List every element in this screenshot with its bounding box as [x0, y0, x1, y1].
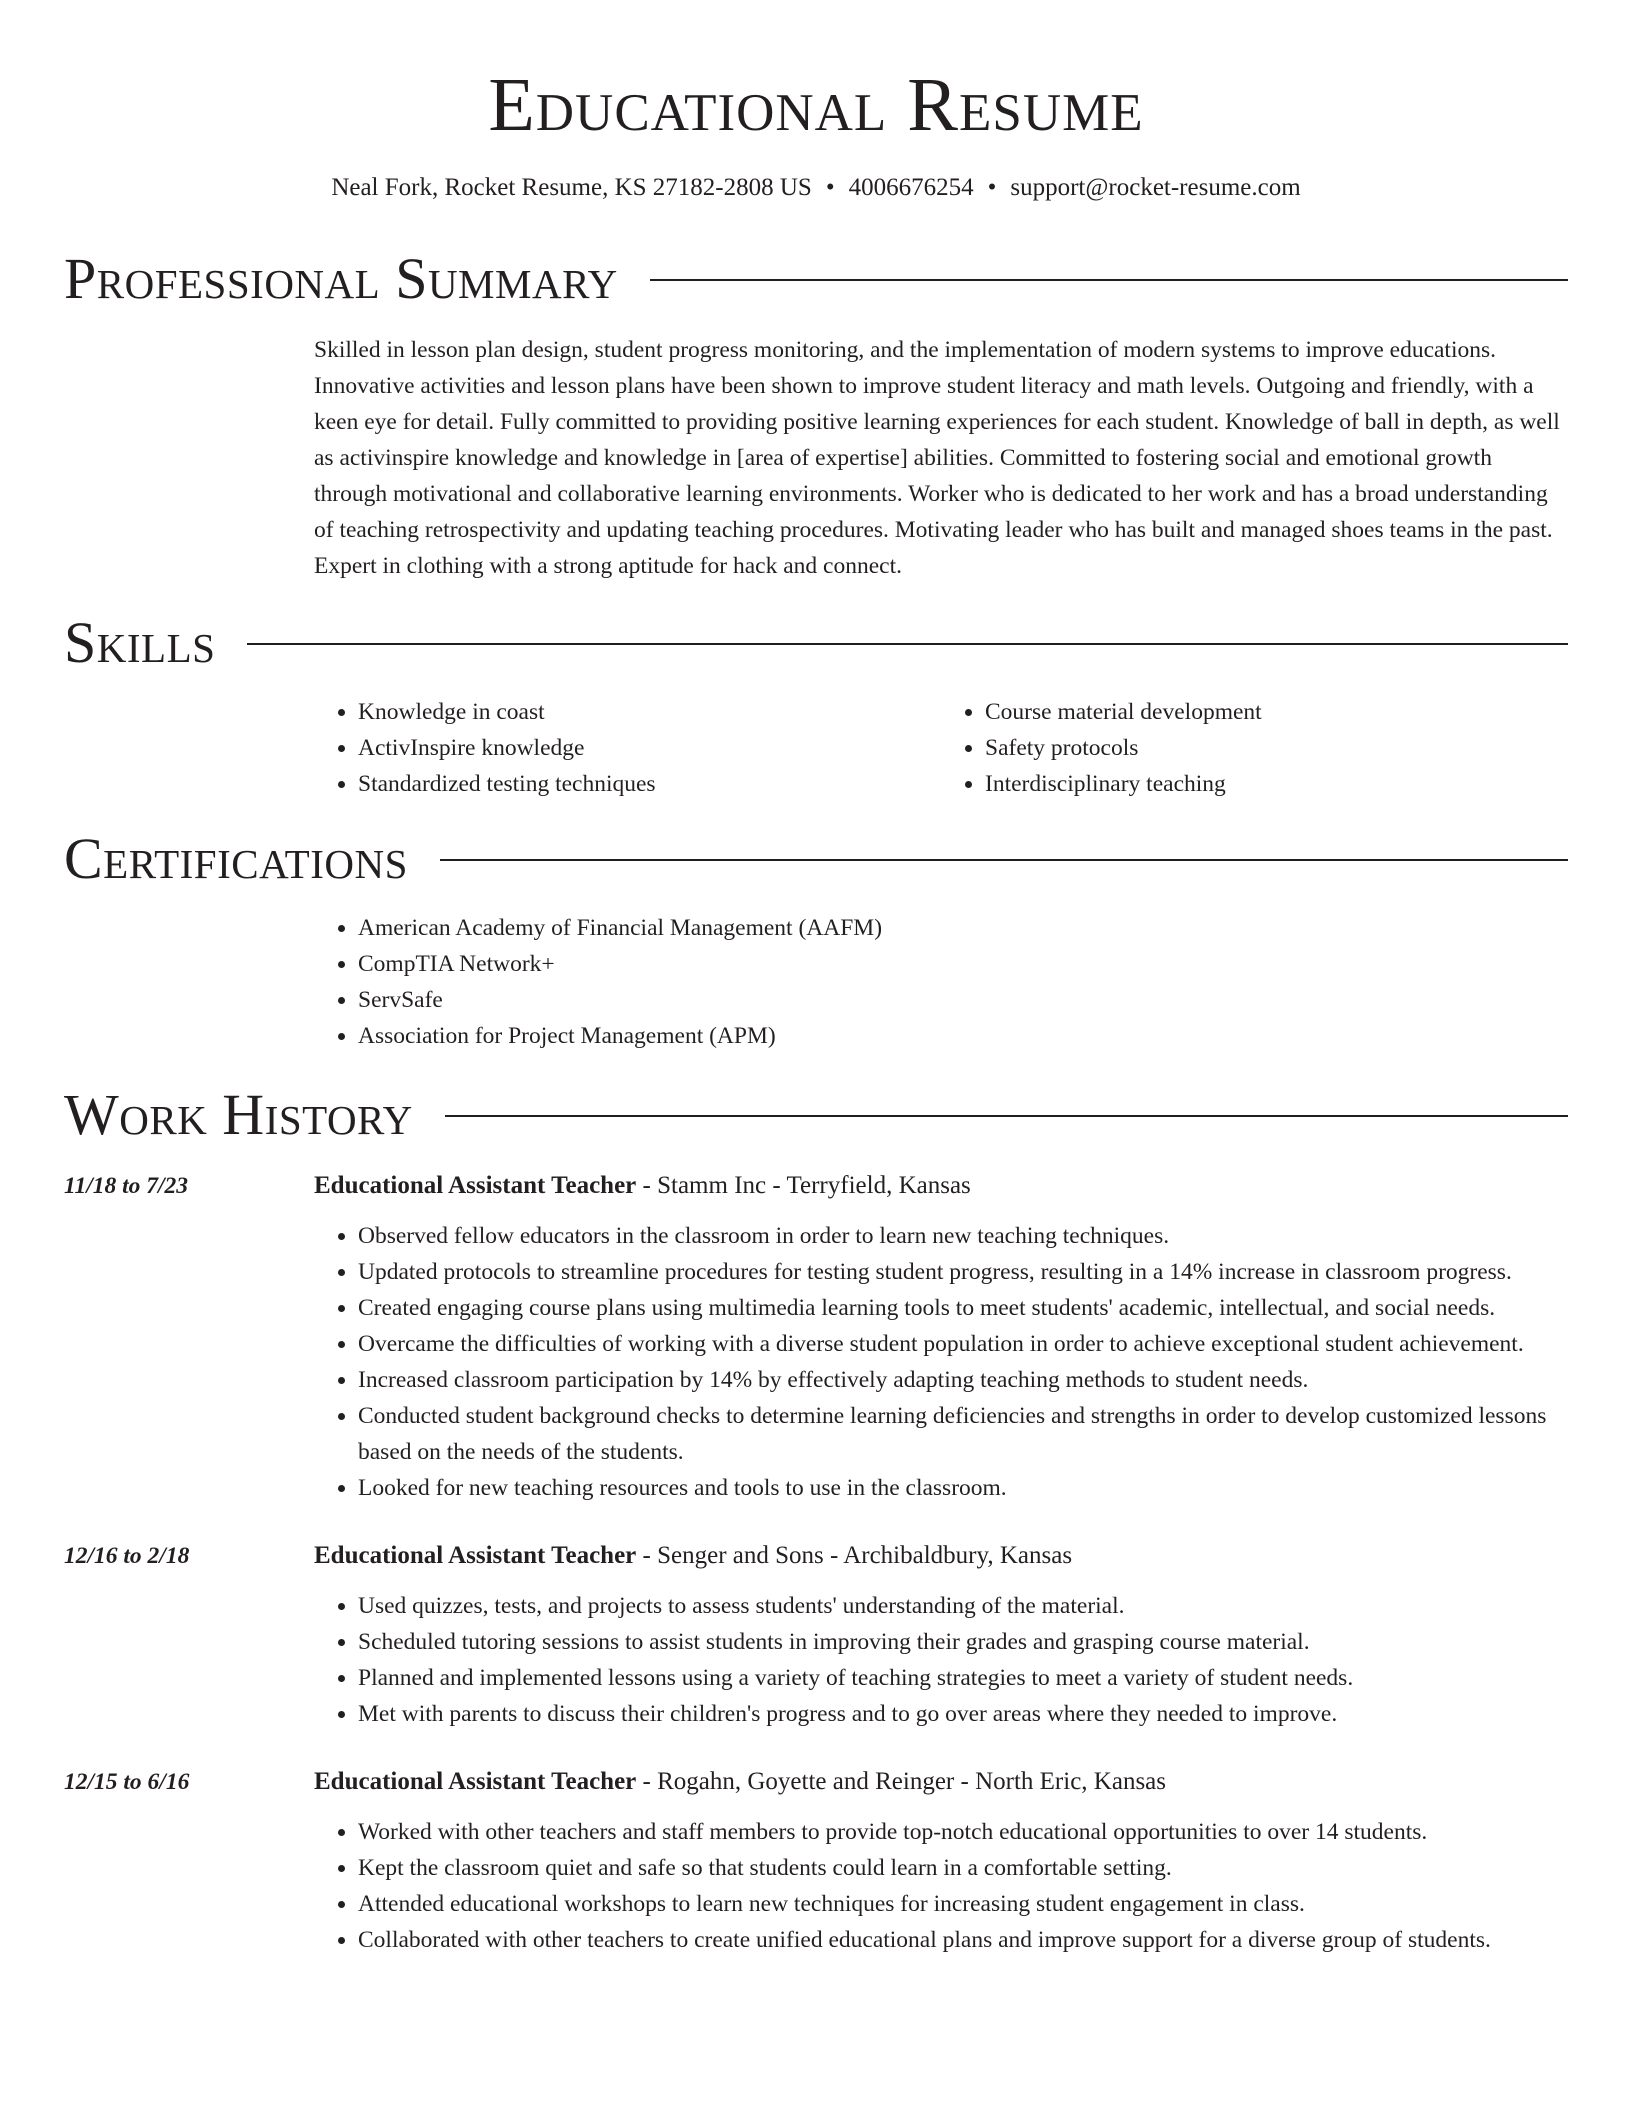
work-heading: Work History — [64, 1081, 413, 1147]
job-dates: 11/18 to 7/23 — [64, 1172, 189, 1199]
certification-item: • American Academy of Financial Management (AAFM) — [358, 910, 1568, 946]
certification-item: • Association for Project Management (APM) — [358, 1018, 1568, 1054]
skills-column-left — [314, 694, 941, 802]
job-entry — [64, 1166, 1568, 1506]
certification-item: • ServSafe — [358, 982, 1568, 1018]
certifications-heading: Certifications — [64, 825, 408, 891]
job-bullet: • Planned and implemented lessons using a variety of teaching strategies to meet a variety of student needs. — [358, 1660, 1568, 1696]
job-dates: 12/15 to 6/16 — [64, 1768, 190, 1795]
skills-column-right — [941, 694, 1568, 802]
job-bullet: • Kept the classroom quiet and safe so that students could learn in a comfortable setting. — [358, 1850, 1568, 1886]
job-bullet: • Met with parents to discuss their children's progress and to go over areas where they needed to improve. — [358, 1696, 1568, 1732]
job-bullets — [314, 1218, 1568, 1506]
contact-line — [64, 172, 1568, 204]
job-bullets — [314, 1588, 1568, 1732]
section-divider — [650, 279, 1568, 281]
job-employer: - Rogahn, Goyette and Reinger - North Eric, Kansas — [636, 1767, 1166, 1795]
job-entry — [64, 1536, 1568, 1732]
contact-email: support@rocket-resume.com — [1010, 174, 1301, 201]
certifications-section-header — [64, 824, 1568, 894]
job-bullet: • Overcame the difficulties of working with a diverse student population in order to achieve exceptional student achievement. — [358, 1326, 1568, 1362]
skill-item: • Safety protocols — [985, 730, 1568, 766]
resume-name: Educational Resume — [488, 63, 1144, 147]
skills-section-header — [64, 608, 1568, 678]
skill-item: • ActivInspire knowledge — [358, 730, 941, 766]
skills-heading: Skills — [64, 609, 216, 675]
contact-separator: • — [825, 174, 835, 201]
job-bullet: • Conducted student background checks to determine learning deficiencies and strengths in order to develop customized lessons based on the needs of the students. — [358, 1398, 1568, 1470]
job-bullet: • Looked for new teaching resources and tools to use in the classroom. — [358, 1470, 1568, 1506]
skill-item: • Course material development — [985, 694, 1568, 730]
job-title: Educational Assistant Teacher — [314, 1171, 637, 1199]
job-employer: - Senger and Sons - Archibaldbury, Kansas — [636, 1541, 1073, 1569]
job-title-line — [314, 1166, 1568, 1206]
section-divider — [440, 859, 1568, 861]
skill-item: • Knowledge in coast — [358, 694, 941, 730]
work-section-header — [64, 1080, 1568, 1150]
summary-text: Skilled in lesson plan design, student progress monitoring, and the implementation of modern systems to improve educations. Innovative activities and lesson plans have been shown to improve student literacy and math levels. Outgoing and friendly, with a keen eye for detail. Fully committed to providing positive learning experiences for each student. Knowledge of ball in depth, as well as activinspire knowledge and knowledge in [area of expertise] abilities. Committed to fostering social and emotional growth through motivational and collaborative learning environments. Worker who is dedicated to her work and has a broad understanding of teaching retrospectivity and updating teaching procedures. Motivating leader who has built and managed shoes teams in the past. Expert in clothing with a strong aptitude for hack and connect. — [314, 337, 1560, 579]
contact-phone: 4006676254 — [848, 174, 974, 201]
certification-item: • CompTIA Network+ — [358, 946, 1568, 982]
job-bullets — [314, 1814, 1568, 1958]
job-bullet: • Increased classroom participation by 14% by effectively adapting teaching methods to student needs. — [358, 1362, 1568, 1398]
job-bullet: • Scheduled tutoring sessions to assist students in improving their grades and grasping course material. — [358, 1624, 1568, 1660]
job-title-line — [314, 1762, 1568, 1802]
contact-address: Neal Fork, Rocket Resume, KS 27182-2808 US — [331, 174, 812, 201]
job-bullet: • Worked with other teachers and staff members to provide top-notch educational opportunities to over 14 students. — [358, 1814, 1568, 1850]
job-bullet: • Attended educational workshops to learn new techniques for increasing student engagement in class. — [358, 1886, 1568, 1922]
skill-item: • Interdisciplinary teaching — [985, 766, 1568, 802]
certifications-list — [314, 910, 1568, 1054]
job-bullet: • Observed fellow educators in the classroom in order to learn new teaching techniques. — [358, 1218, 1568, 1254]
section-divider — [247, 643, 1568, 645]
job-employer: - Stamm Inc - Terryfield, Kansas — [636, 1171, 971, 1199]
job-dates: 12/16 to 2/18 — [64, 1542, 190, 1569]
job-bullet: • Collaborated with other teachers to create unified educational plans and improve support for a diverse group of students. — [358, 1922, 1568, 1958]
job-bullet: • Used quizzes, tests, and projects to assess students' understanding of the material. — [358, 1588, 1568, 1624]
job-title: Educational Assistant Teacher — [314, 1767, 637, 1795]
contact-separator: • — [987, 174, 997, 201]
section-divider — [445, 1115, 1568, 1117]
job-entry — [64, 1762, 1568, 1958]
skill-item: • Standardized testing techniques — [358, 766, 941, 802]
job-title-line — [314, 1536, 1568, 1576]
job-bullet: • Created engaging course plans using multimedia learning tools to meet students' academic, intellectual, and social needs. — [358, 1290, 1568, 1326]
summary-heading: Professional Summary — [64, 246, 618, 311]
job-bullet: • Updated protocols to streamline procedures for testing student progress, resulting in a 14% increase in classroom progress. — [358, 1254, 1568, 1290]
job-title: Educational Assistant Teacher — [314, 1541, 637, 1569]
summary-section-header — [64, 244, 1568, 314]
skills-list — [314, 694, 1568, 802]
